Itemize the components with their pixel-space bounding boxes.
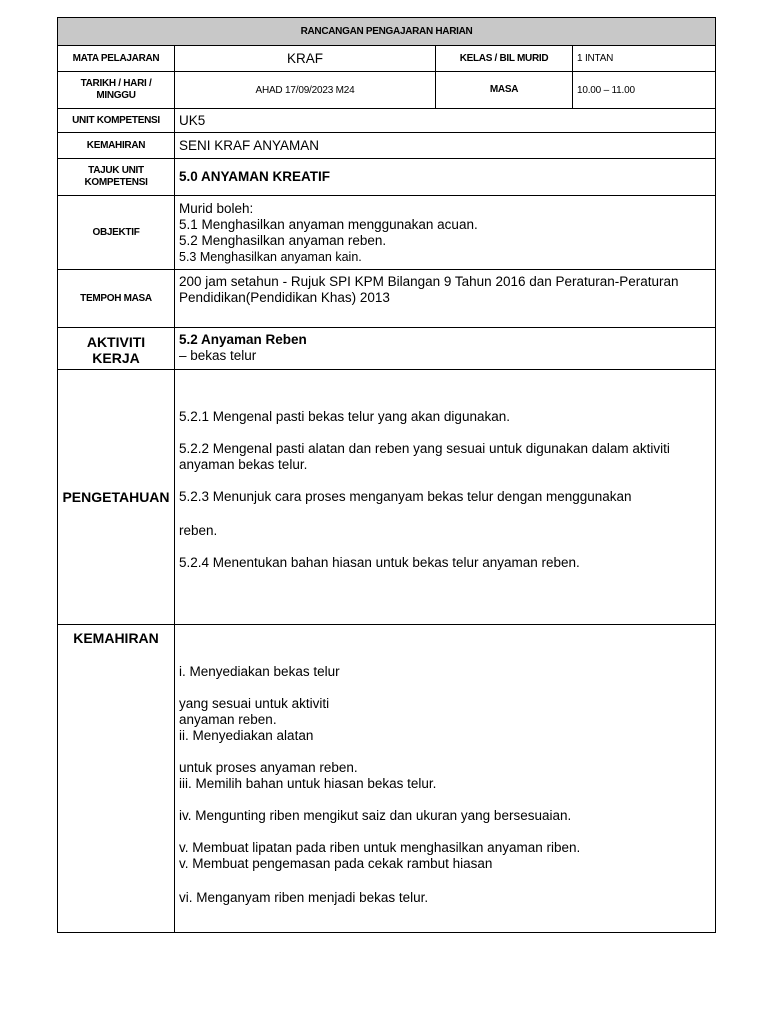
activity-row (58, 328, 716, 370)
unit-row (58, 109, 716, 133)
unit-label: UNIT KOMPETENSI (58, 109, 175, 133)
activity-content (175, 328, 716, 370)
skills-item: anyaman reben. (179, 712, 277, 727)
knowledge-item: 5.2.3 Menunjuk cara proses menganyam bekas telur dengan menggunakan (179, 489, 632, 504)
knowledge-content (175, 370, 716, 625)
objective-label: OBJEKTIF (58, 196, 175, 270)
activity-subtitle: – bekas telur (179, 348, 257, 363)
objective-content (175, 196, 716, 270)
skill-area-value: SENI KRAF ANYAMAN (175, 133, 716, 159)
skills-item: vi. Menganyam riben menjadi bekas telur. (179, 890, 429, 905)
objective-row (58, 196, 716, 270)
activity-label: AKTIVITI KERJA (58, 328, 175, 370)
duration-label: TEMPOH MASA (58, 270, 175, 328)
class-label: KELAS / BIL MURID (436, 46, 573, 72)
knowledge-item: 5.2.1 Mengenal pasti bekas telur yang akan digunakan. (179, 409, 510, 424)
knowledge-item: 5.2.4 Menentukan bahan hiasan untuk bekas telur anyaman reben. (179, 555, 580, 570)
knowledge-row (58, 370, 716, 625)
skill-area-label: KEMAHIRAN (58, 133, 175, 159)
knowledge-item: 5.2.2 Mengenal pasti alatan dan reben yang sesuai untuk digunakan dalam aktiviti anyaman bekas telur. (179, 441, 670, 472)
knowledge-label: PENGETAHUAN (58, 370, 175, 625)
knowledge-item: reben. (179, 523, 218, 538)
time-value: 10.00 – 11.00 (573, 72, 716, 109)
skills-content (175, 625, 716, 933)
date-label: TARIKH / HARI / MINGGU (58, 72, 175, 109)
form-title: RANCANGAN PENGAJARAN HARIAN (58, 18, 716, 46)
class-value: 1 INTAN (573, 46, 716, 72)
activity-title: 5.2 Anyaman Reben (179, 332, 307, 347)
time-label: MASA (436, 72, 573, 109)
skills-item: iv. Mengunting riben mengikut saiz dan ukuran yang bersesuaian. (179, 808, 572, 823)
lesson-plan-page (57, 17, 715, 933)
date-value: AHAD 17/09/2023 M24 (175, 72, 436, 109)
objective-line: Murid boleh: (179, 200, 254, 216)
duration-value: 200 jam setahun - Rujuk SPI KPM Bilangan 9 Tahun 2016 dan Peraturan-Peraturan Pendidikan(Pendidikan Khas) 2013 (175, 270, 716, 328)
unit-value: UK5 (175, 109, 716, 133)
skills-label: KEMAHIRAN (58, 625, 175, 933)
skills-item: iii. Memilih bahan untuk hiasan bekas telur. (179, 776, 437, 791)
topic-value: 5.0 ANYAMAN KREATIF (175, 159, 716, 196)
objective-line: 5.2 Menghasilkan anyaman reben. (179, 232, 387, 248)
objective-line: 5.1 Menghasilkan anyaman menggunakan acuan. (179, 216, 478, 232)
subject-label: MATA PELAJARAN (58, 46, 175, 72)
skill-area-row (58, 133, 716, 159)
lesson-plan-table (57, 17, 716, 933)
skills-item: i. Menyediakan bekas telur (179, 664, 340, 679)
skills-item: yang sesuai untuk aktiviti (179, 696, 330, 711)
date-row (58, 72, 716, 109)
subject-row (58, 46, 716, 72)
duration-row (58, 270, 716, 328)
title-row (58, 18, 716, 46)
subject-value: KRAF (175, 46, 436, 72)
topic-label: TAJUK UNIT KOMPETENSI (58, 159, 175, 196)
skills-item: ii. Menyediakan alatan (179, 728, 314, 743)
skills-item: v. Membuat lipatan pada riben untuk menghasilkan anyaman riben. (179, 840, 581, 855)
skills-row (58, 625, 716, 933)
skills-item: untuk proses anyaman reben. (179, 760, 358, 775)
skills-item: v. Membuat pengemasan pada cekak rambut hiasan (179, 856, 493, 871)
topic-row (58, 159, 716, 196)
objective-line: 5.3 Menghasilkan anyaman kain. (179, 249, 362, 264)
